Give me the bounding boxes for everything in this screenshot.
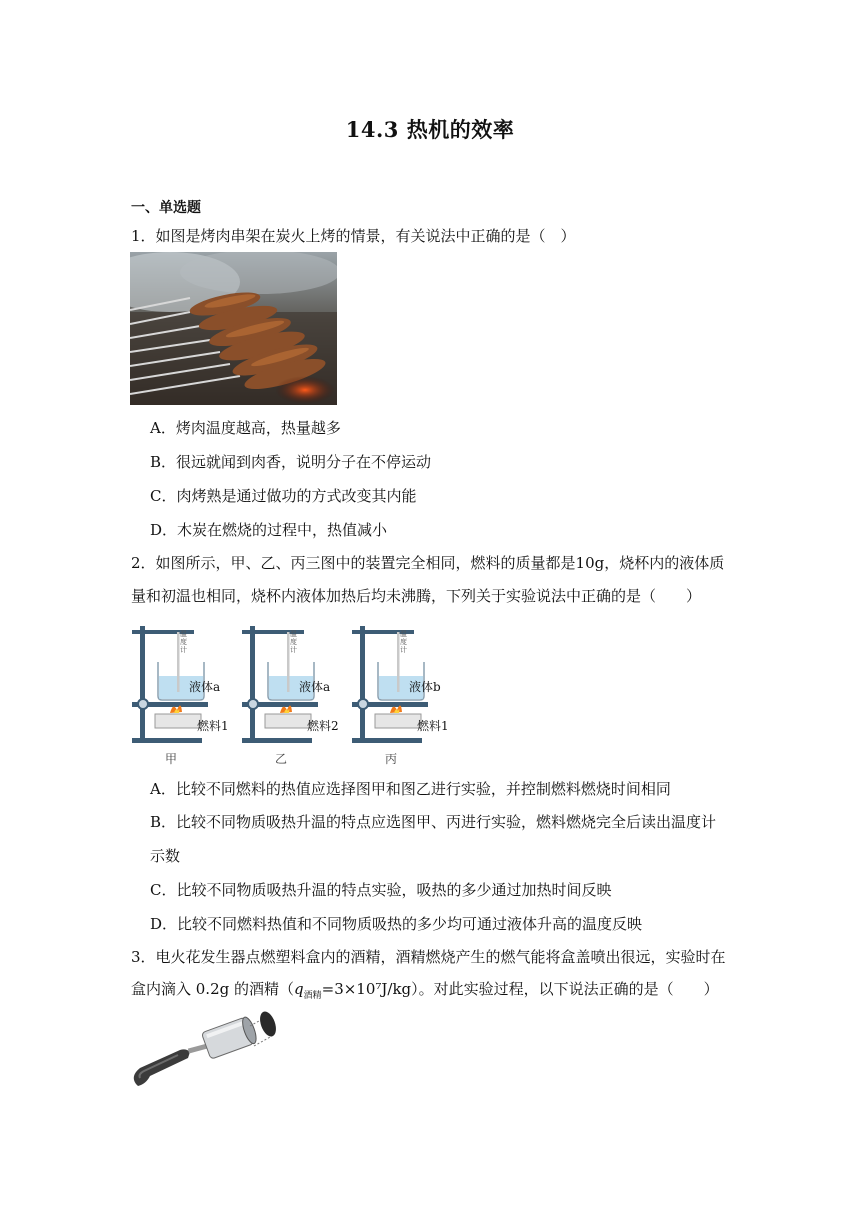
liquid-label-jia: 液体a <box>189 680 221 694</box>
caption-yi: 乙 <box>275 752 288 766</box>
caption-jia: 甲 <box>165 752 178 766</box>
q1-option-d: D．木炭在燃烧的过程中，热值减小 <box>150 521 388 539</box>
q1-stem: 1．如图是烤肉串架在炭火上烤的情景，有关说法中正确的是（ ） <box>131 227 576 245</box>
heating-apparatus-figure <box>130 622 460 770</box>
q2-option-a: A．比较不同燃料的热值应选择图甲和图乙进行实验，并控制燃料燃烧时间相同 <box>150 780 671 798</box>
apparatus-setup-yi: 温 度 计 液体a 燃料2 乙 <box>240 622 350 770</box>
fuel-label-bing: 燃料1 <box>417 719 449 733</box>
q3-stem-line2: 盒内滴入 0.2g 的酒精$(q_{酒精}=3\times 10^7J/kg)$。对此实验过程，以下说法正确的是（ ） <box>131 980 719 1001</box>
caption-bing: 丙 <box>385 752 398 766</box>
q2-option-d: D．比较不同燃料热值和不同物质吸热的多少均可通过液体升高的温度反映 <box>150 915 643 933</box>
q1-option-c: C．肉烤熟是通过做功的方式改变其内能 <box>150 487 417 505</box>
apparatus-setup-bing: 温 度 计 液体b 燃料1 丙 <box>350 622 460 770</box>
section-heading: 一、单选题 <box>131 200 201 216</box>
q-subscript: 酒精 <box>303 991 322 1001</box>
q2-option-c: C．比较不同物质吸热升温的特点实验，吸热的多少通过加热时间反映 <box>150 881 612 899</box>
q3-stem-line1: 3．电火花发生器点燃塑料盒内的酒精，酒精燃烧产生的燃气能将盒盖喷出很远，实验时在 <box>131 948 726 966</box>
spark-igniter-plastic-box <box>128 1006 280 1092</box>
page-title: 14.3 热机的效率 <box>345 117 515 142</box>
q2-option-b-cont: 示数 <box>150 847 181 865</box>
fuel-label-jia: 燃料1 <box>197 719 229 733</box>
q2-stem-line1: 2．如图所示，甲、乙、丙三图中的装置完全相同，燃料的质量都是10g，烧杯内的液体质 <box>131 554 725 572</box>
q2-option-b: B．比较不同物质吸热升温的特点应选图甲、丙进行实验，燃料燃烧完全后读出温度计 <box>150 813 717 831</box>
fuel-label-yi: 燃料2 <box>307 719 339 733</box>
liquid-label-yi: 液体a <box>299 680 331 694</box>
q1-option-a: A．烤肉温度越高，热量越多 <box>150 419 341 437</box>
q1-option-b: B．很远就闻到肉香，说明分子在不停运动 <box>150 453 432 471</box>
q-symbol: q <box>294 980 304 998</box>
q2-stem-line2: 量和初温也相同，烧杯内液体加热后均未沸腾，下列关于实验说法中正确的是（ ） <box>131 587 702 605</box>
apparatus-setup-jia: 温 度 计 液体a 燃料1 甲 <box>130 622 240 770</box>
kebab-grill-photo <box>130 252 337 405</box>
liquid-label-bing: 液体b <box>409 680 441 694</box>
